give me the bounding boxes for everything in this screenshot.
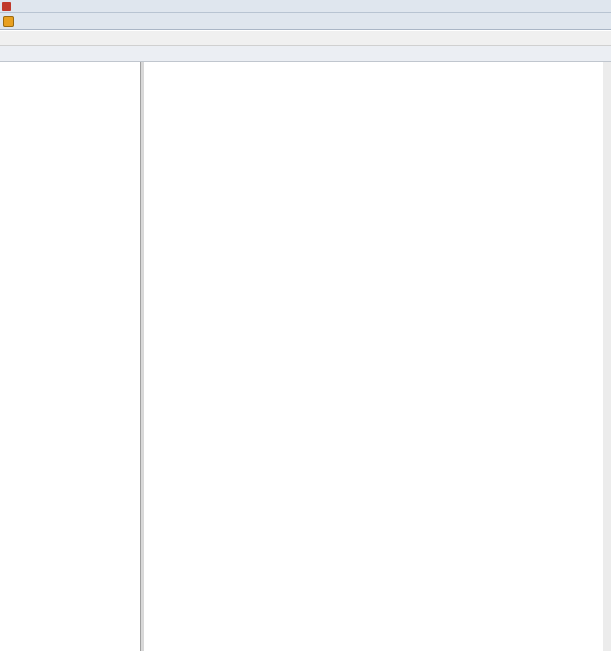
menu-bar bbox=[0, 31, 611, 46]
outline-tree bbox=[0, 62, 141, 651]
toolbar bbox=[0, 46, 611, 62]
output-content bbox=[144, 62, 611, 651]
viewer-titlebar bbox=[0, 13, 611, 30]
vertical-scrollbar[interactable] bbox=[603, 62, 611, 651]
spss-app-icon bbox=[2, 2, 11, 11]
data-editor-titlebar bbox=[0, 0, 611, 13]
viewer-app-icon bbox=[3, 16, 14, 27]
